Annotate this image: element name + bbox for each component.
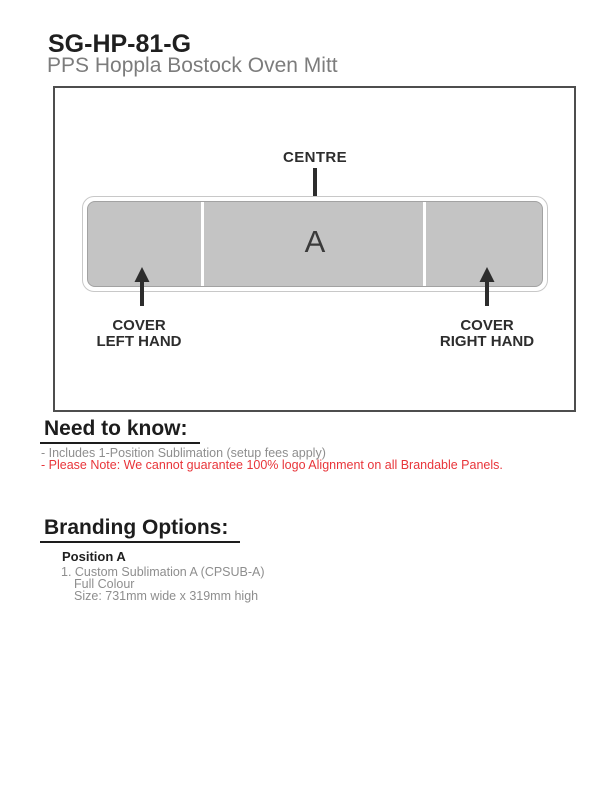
product-code-title: SG-HP-81-G (48, 30, 192, 58)
note-sublimation: - Includes 1-Position Sublimation (setup fees apply) (41, 446, 326, 460)
product-name-subtitle: PPS Hoppla Bostock Oven Mitt (47, 54, 338, 77)
arrow-up-right-icon (479, 267, 495, 306)
cover-left-hand-label (97, 318, 182, 350)
cover-left-line2: LEFT HAND (96, 333, 182, 350)
note-alignment-warning: - Please Note: We cannot guarantee 100% logo Alignment on all Brandable Panels. (41, 458, 503, 472)
branding-options-heading: Branding Options: (40, 517, 240, 543)
option-size-line: Size: 731mm wide x 319mm high (74, 589, 259, 603)
cover-right-line2: RIGHT HAND (439, 333, 535, 350)
cover-left-line1: COVER (112, 317, 166, 334)
cover-right-line1: COVER (460, 317, 514, 334)
centre-position-label: CENTRE (282, 149, 348, 166)
need-to-know-heading: Need to know: (40, 418, 200, 444)
option-colour-line: Full Colour (74, 577, 135, 591)
arrow-up-left-icon (134, 267, 150, 306)
position-a-title: Position A (62, 549, 126, 564)
position-a-marker: A (304, 224, 326, 259)
option-sublimation-line: 1. Custom Sublimation A (CPSUB-A) (61, 565, 265, 579)
branding-position-diagram (53, 86, 576, 412)
cover-right-hand-label (440, 318, 534, 350)
